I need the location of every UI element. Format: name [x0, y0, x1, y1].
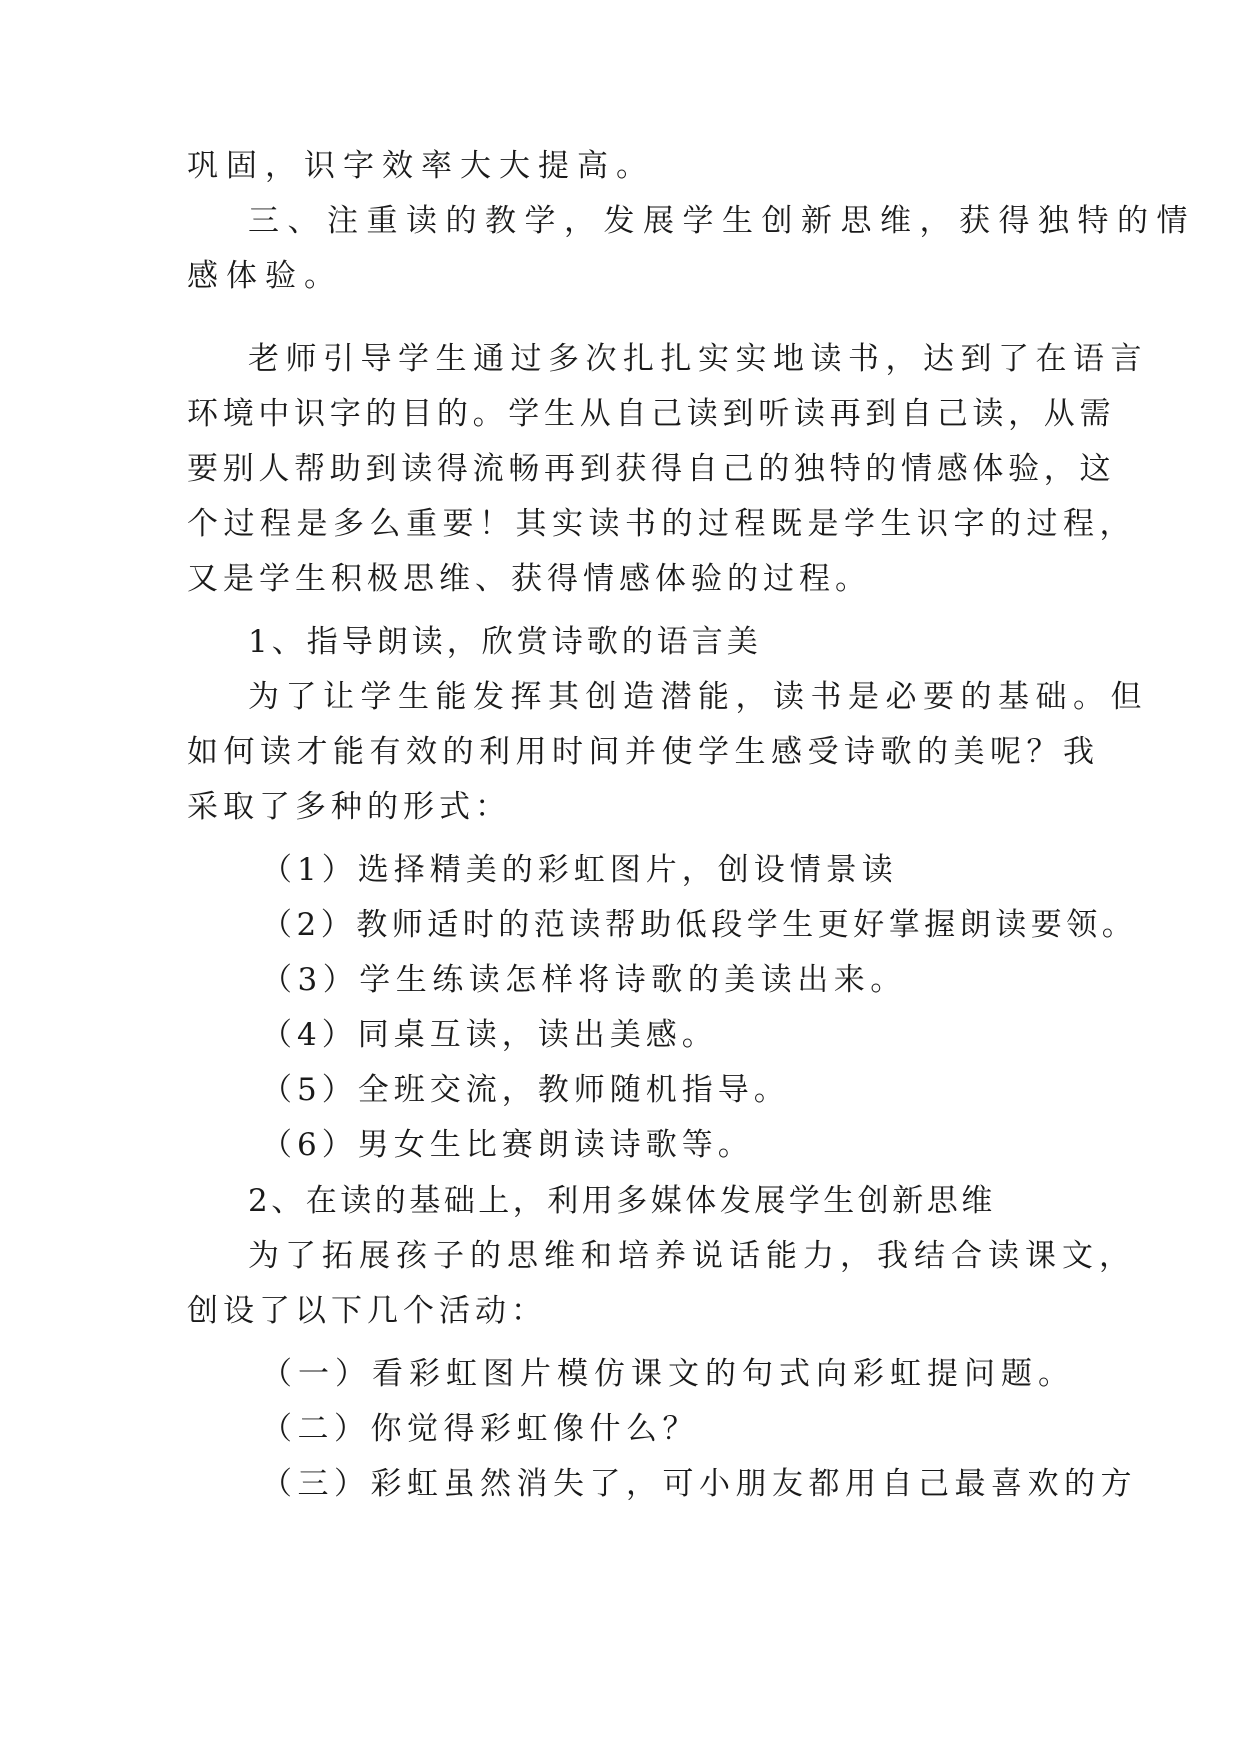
list-item: （3）学生练读怎样将诗歌的美读出来。 [261, 962, 907, 998]
list-item: （三）彩虹虽然消失了，可小朋友都用自己最喜欢的方 [261, 1466, 1137, 1502]
subsection-heading: 2、在读的基础上，利用多媒体发展学生创新思维 [248, 1183, 996, 1219]
subsection-heading: 1、指导朗读，欣赏诗歌的语言美 [248, 624, 762, 660]
paragraph-line: 环境中识字的目的。学生从自己读到听读再到自己读，从需 [187, 396, 1116, 432]
paragraph-line: 老师引导学生通过多次扎扎实实地读书，达到了在语言 [248, 341, 1148, 377]
list-item: （2）教师适时的范读帮助低段学生更好掌握朗读要领。 [261, 907, 1138, 943]
paragraph-line: 要别人帮助到读得流畅再到获得自己的独特的情感体验，这 [187, 451, 1116, 487]
text-line: 感体验。 [187, 258, 343, 294]
paragraph-line: 为了拓展孩子的思维和培养说话能力，我结合读课文， [248, 1238, 1136, 1274]
paragraph-line: 个过程是多么重要！其实读书的过程既是学生识字的过程， [187, 506, 1136, 542]
paragraph-line: 为了让学生能发挥其创造潜能，读书是必要的基础。但 [248, 679, 1148, 715]
paragraph-line: 采取了多种的形式： [187, 789, 511, 825]
list-item: （6）男女生比赛朗读诗歌等。 [261, 1127, 754, 1163]
paragraph-line: 又是学生积极思维、获得情感体验的过程。 [187, 561, 871, 597]
section-heading: 三、注重读的教学，发展学生创新思维，获得独特的情 [248, 203, 1196, 239]
list-item: （二）你觉得彩虹像什么？ [261, 1411, 699, 1447]
list-item: （4）同桌互读，读出美感。 [261, 1017, 718, 1053]
list-item: （一）看彩虹图片模仿课文的句式向彩虹提问题。 [261, 1356, 1075, 1392]
paragraph-line: 如何读才能有效的利用时间并使学生感受诗歌的美呢？我 [187, 734, 1100, 770]
list-item: （1）选择精美的彩虹图片，创设情景读 [261, 852, 898, 888]
text-line: 巩固，识字效率大大提高。 [187, 148, 655, 184]
list-item: （5）全班交流，教师随机指导。 [261, 1072, 790, 1108]
paragraph-line: 创设了以下几个活动： [187, 1293, 547, 1329]
